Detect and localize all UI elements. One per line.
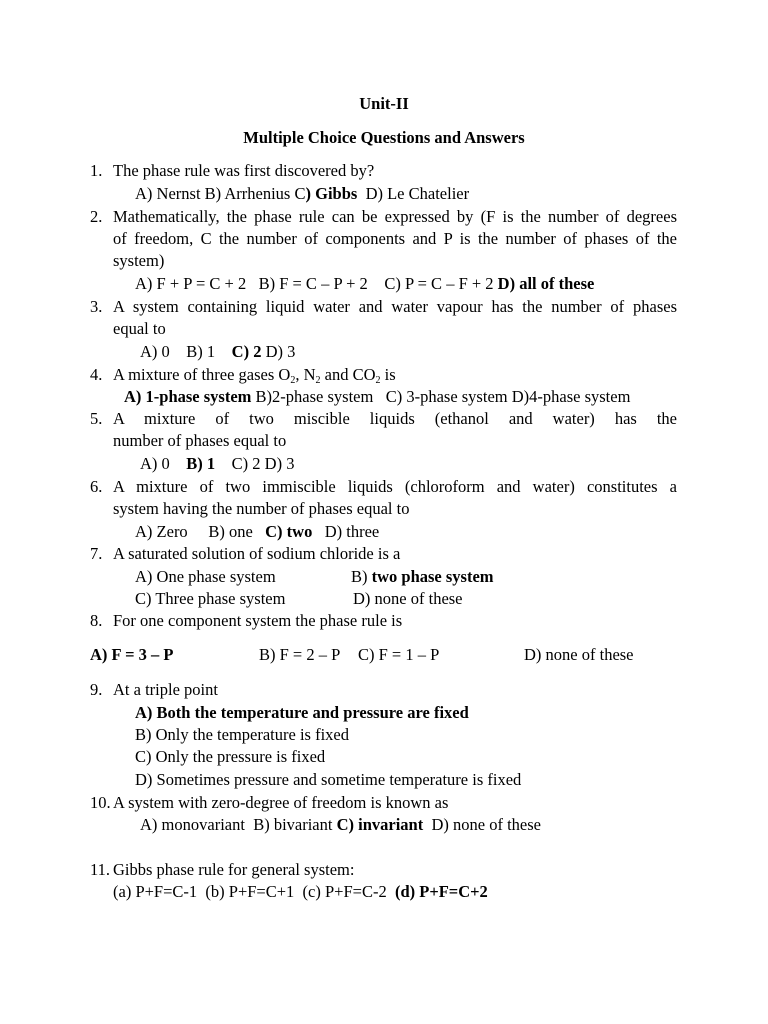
question-5-text-line1: A mixture of two miscible liquids (ethanol and water) has the (113, 409, 677, 428)
question-8-number: 8. (90, 611, 103, 630)
unit-title: Unit-II (359, 94, 409, 113)
question-7-option-b (351, 566, 494, 588)
question-2-number: 2. (90, 207, 103, 226)
option-b-prefix: B) (351, 567, 368, 586)
option-a: A) monovariant (140, 815, 245, 834)
question-8-option-c: C) F = 1 – P (358, 645, 440, 664)
question-1-text: The phase rule was first discovered by? (113, 161, 375, 180)
question-7-option-c: C) Three phase system (135, 589, 286, 608)
question-9-option-b: B) Only the temperature is fixed (135, 725, 349, 744)
question-6-options (135, 521, 379, 543)
question-4-text (113, 364, 396, 386)
option-d: D) 3 (264, 454, 295, 473)
question-4-number: 4. (90, 365, 103, 384)
option-a: A) 0 (140, 342, 170, 361)
question-2-text-line2: of freedom, C the number of components and P is the number of phases of the (113, 229, 677, 248)
question-8-text: For one component system the phase rule is (113, 611, 403, 630)
question-2-text-line3: system) (113, 251, 165, 270)
option-c: C) 3-phase system (385, 387, 508, 406)
option-d: D)4-phase system (511, 387, 631, 406)
subscript: 2 (290, 375, 296, 386)
question-3-options (140, 341, 295, 363)
question-7-option-a: A) One phase system (135, 567, 276, 586)
option-b: B) F = C – P + 2 (258, 274, 368, 293)
question-2-options (135, 273, 594, 295)
option-c: C) P = C – F + 2 (384, 274, 494, 293)
option-a: (a) P+F=C-1 (113, 882, 198, 901)
option-d: D) none of these (431, 815, 541, 834)
question-9-option-d: D) Sometimes pressure and sometime temperature is fixed (135, 770, 522, 789)
option-b-answer: B) 1 (186, 454, 216, 473)
question-11-options (113, 881, 488, 903)
question-9-number: 9. (90, 680, 103, 699)
question-8-option-d: D) none of these (524, 645, 634, 664)
option-a: A) F + P = C + 2 (135, 274, 247, 293)
option-b: (b) P+F=C+1 (205, 882, 295, 901)
page-heading: Multiple Choice Questions and Answers (243, 128, 525, 147)
option-c: (c) P+F=C-2 (302, 882, 387, 901)
question-6-text-line2: system having the number of phases equal to (113, 499, 410, 518)
question-10-number: 10. (90, 793, 111, 812)
question-2-text-line1: Mathematically, the phase rule can be expressed by (F is the number of degrees (113, 207, 677, 226)
question-9-text: At a triple point (113, 680, 218, 699)
question-11-number: 11. (90, 860, 111, 879)
subscript: 2 (315, 375, 321, 386)
option-b: B) bivariant (253, 815, 333, 834)
option-a: A) Nernst (135, 184, 201, 203)
option-c-answer: ) Gibbs (305, 184, 358, 203)
subscript: 2 (375, 375, 381, 386)
question-4-text-post: is (380, 365, 396, 384)
option-b: B)2-phase system (255, 387, 374, 406)
question-3-number: 3. (90, 297, 103, 316)
question-6-text-line1: A mixture of two immiscible liquids (chloroform and water) constitutes a (113, 477, 677, 496)
option-c-answer: C) two (265, 522, 313, 541)
option-d-answer: D) all of these (497, 274, 595, 293)
question-3-text-line2: equal to (113, 319, 166, 338)
question-4-text-mid2: and CO (320, 365, 376, 384)
option-b: B) Arrhenius (204, 184, 291, 203)
question-10-text: A system with zero-degree of freedom is known as (113, 793, 449, 812)
question-8-option-a-answer: A) F = 3 – P (90, 645, 174, 664)
question-1-options (135, 183, 469, 205)
question-1-number: 1. (90, 161, 103, 180)
option-d: D) Le Chatelier (365, 184, 470, 203)
option-c-prefix: C (294, 184, 306, 203)
option-d: D) 3 (265, 342, 296, 361)
option-b: B) 1 (186, 342, 216, 361)
question-11-text: Gibbs phase rule for general system: (113, 860, 355, 879)
question-4-text-mid1: , N (295, 365, 316, 384)
question-4-text-pre: A mixture of three gases O (113, 365, 291, 384)
option-d-answer: (d) P+F=C+2 (394, 882, 488, 901)
question-7-number: 7. (90, 544, 103, 563)
question-7-option-d: D) none of these (353, 589, 463, 608)
question-5-text-line2: number of phases equal to (113, 431, 287, 450)
question-8-option-b: B) F = 2 – P (259, 645, 341, 664)
option-c-answer: C) invariant (336, 815, 424, 834)
question-3-text-line1: A system containing liquid water and water vapour has the number of phases (113, 297, 677, 316)
question-7-text: A saturated solution of sodium chloride is a (113, 544, 401, 563)
question-9-option-c: C) Only the pressure is fixed (135, 747, 326, 766)
option-d: D) three (324, 522, 380, 541)
option-a: A) 0 (140, 454, 170, 473)
option-a: A) Zero (135, 522, 188, 541)
question-4-options (124, 386, 630, 408)
option-c-answer: C) 2 (231, 342, 262, 361)
option-c: C) 2 (231, 454, 261, 473)
question-6-number: 6. (90, 477, 103, 496)
option-a-answer: A) 1-phase system (124, 387, 252, 406)
question-5-number: 5. (90, 409, 103, 428)
option-b: B) one (208, 522, 253, 541)
option-b-answer: two phase system (371, 567, 494, 586)
question-9-option-a-answer: A) Both the temperature and pressure are fixed (135, 703, 469, 722)
question-5-options (140, 453, 294, 475)
question-10-options (140, 814, 541, 836)
